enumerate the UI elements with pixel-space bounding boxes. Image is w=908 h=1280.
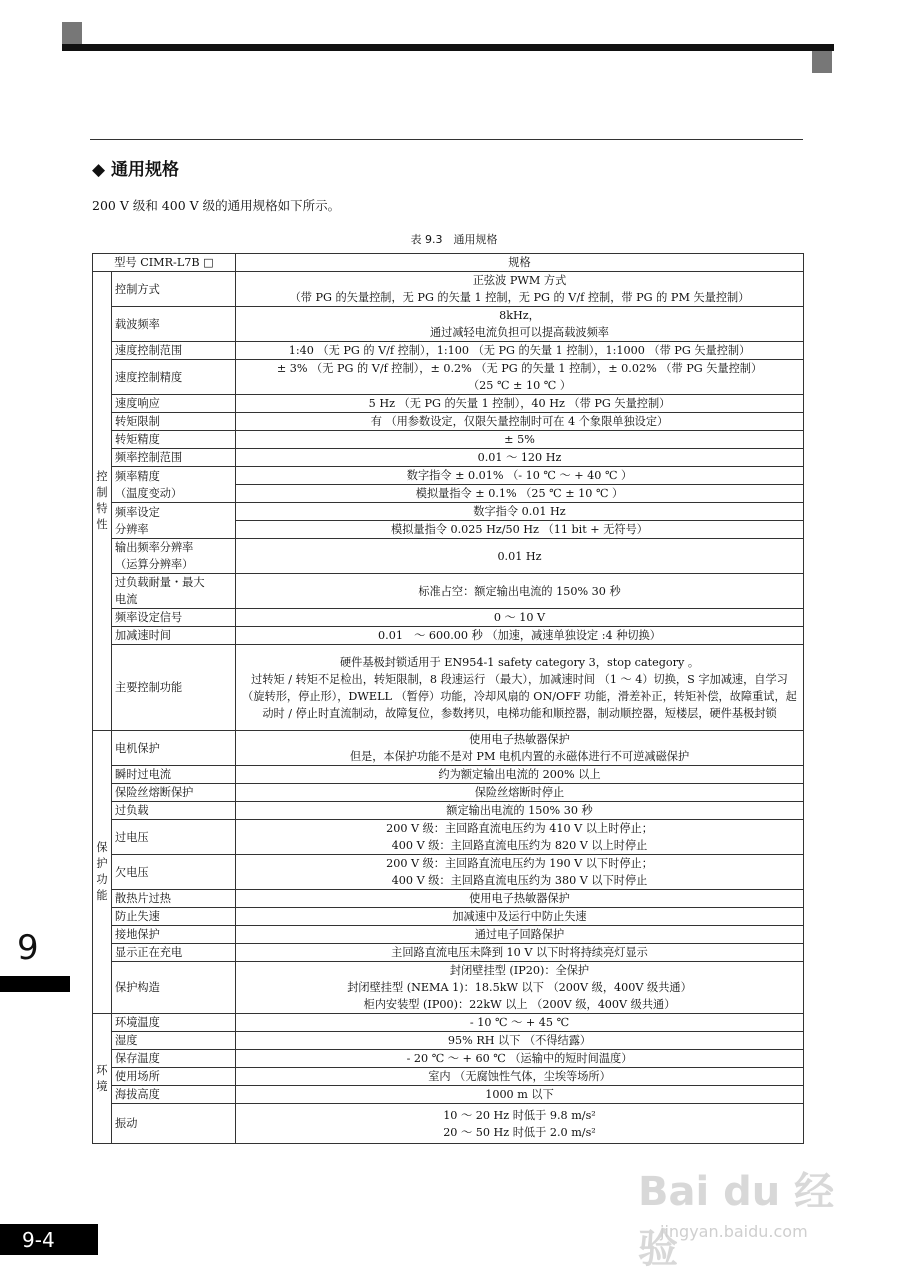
row-value: 95% RH 以下 （不得结露）: [236, 1032, 804, 1050]
row-value: 约为额定输出电流的 200% 以上: [236, 766, 804, 784]
row-value: ± 5%: [236, 431, 804, 449]
row-label: 输出频率分辨率 （运算分辨率）: [112, 539, 236, 574]
table-row: [93, 908, 804, 926]
row-value: 有 （用参数设定，仅限矢量控制时可在 4 个象限单独设定）: [236, 413, 804, 431]
row-value: 加减速中及运行中防止失速: [236, 908, 804, 926]
table-row: [93, 395, 804, 413]
header-bar: [62, 44, 834, 51]
row-label: 海拔高度: [112, 1086, 236, 1104]
chapter-tab: [0, 976, 70, 992]
row-label: 过负载耐量・最大 电流: [112, 574, 236, 609]
watermark-url: jingyan.baidu.com: [660, 1222, 808, 1241]
row-value: ± 3% （无 PG 的 V/f 控制），± 0.2% （无 PG 的矢量 1 控制），± 0.02% （带 PG 矢量控制） （25 ℃ ± 10 ℃ ）: [236, 360, 804, 395]
row-label: 瞬时过电流: [112, 766, 236, 784]
row-value: 保险丝熔断时停止: [236, 784, 804, 802]
row-value: 主回路直流电压未降到 10 V 以下时将持续亮灯显示: [236, 944, 804, 962]
table-header-row: [93, 254, 804, 272]
table-row: [93, 766, 804, 784]
row-label: 防止失速: [112, 908, 236, 926]
row-label: 转矩精度: [112, 431, 236, 449]
row-label: 速度响应: [112, 395, 236, 413]
row-value: 硬件基极封锁适用于 EN954-1 safety category 3，stop category 。 过转矩 / 转矩不足检出，转矩限制，8 段速运行 （最大），加减速时间 （1 ～ 4）切换，S 字加减速，自学习 （旋转形，停止形），DWELL （暂停）功能，冷却风扇的 ON/OFF 功能，滑差补正，转矩补偿，故障重试，起动时 / 停止时直流制动，故障复位，参数拷贝，电梯功能和顺控器，制动顺控器，短楼层，硬件基极封锁: [236, 645, 804, 731]
row-value: 200 V 级：主回路直流电压约为 410 V 以上时停止； 400 V 级：主回路直流电压约为 820 V 以上时停止: [236, 820, 804, 855]
table-row: [93, 944, 804, 962]
table-row: [93, 1086, 804, 1104]
row-value: 数字指令 ± 0.01% （- 10 ℃ ～ + 40 ℃ ）: [236, 467, 804, 485]
row-label: 振动: [112, 1104, 236, 1144]
group-label: 控 制 特 性: [93, 272, 112, 731]
row-value: 1:40 （无 PG 的 V/f 控制），1:100 （无 PG 的矢量 1 控制），1:1000 （带 PG 矢量控制）: [236, 342, 804, 360]
row-label: 频率设定信号: [112, 609, 236, 627]
table-row: [93, 890, 804, 908]
table-row: [93, 645, 804, 731]
row-value: 8kHz， 通过减轻电流负担可以提高载波频率: [236, 307, 804, 342]
table-row: [93, 802, 804, 820]
row-label: 控制方式: [112, 272, 236, 307]
row-value: 10 ～ 20 Hz 时低于 9.8 m/s² 20 ～ 50 Hz 时低于 2.0 m/s²: [236, 1104, 804, 1144]
table-row: [93, 1014, 804, 1032]
row-label: 电机保护: [112, 731, 236, 766]
row-value: 正弦波 PWM 方式 （带 PG 的矢量控制，无 PG 的矢量 1 控制，无 PG 的 V/f 控制，带 PG 的 PM 矢量控制）: [236, 272, 804, 307]
row-label: 保护构造: [112, 962, 236, 1014]
row-label: 湿度: [112, 1032, 236, 1050]
row-label: 转矩限制: [112, 413, 236, 431]
row-value: 通过电子回路保护: [236, 926, 804, 944]
row-label: 过负载: [112, 802, 236, 820]
diamond-bullet-icon: ◆: [92, 160, 106, 180]
table-row: [93, 627, 804, 645]
row-value: 5 Hz （无 PG 的矢量 1 控制），40 Hz （带 PG 矢量控制）: [236, 395, 804, 413]
row-label: 速度控制范围: [112, 342, 236, 360]
row-value: 0.01 ～ 600.00 秒 （加速，减速单独设定 :4 种切换）: [236, 627, 804, 645]
table-row: [93, 574, 804, 609]
row-value: 使用电子热敏器保护 但是，本保护功能不是对 PM 电机内置的永磁体进行不可逆减磁保护: [236, 731, 804, 766]
table-row: [93, 449, 804, 467]
corner-block-right: [812, 51, 832, 73]
section-title: [92, 155, 179, 180]
row-value: 0.01 Hz: [236, 539, 804, 574]
section-divider: [90, 139, 803, 140]
header-model: 型号 CIMR-L7B □: [93, 254, 236, 272]
row-label: 散热片过热: [112, 890, 236, 908]
table-row: [93, 820, 804, 855]
row-value: 0 ～ 10 V: [236, 609, 804, 627]
watermark-logo: Bai du 经验: [638, 1169, 835, 1272]
table-row: [93, 272, 804, 307]
row-value: - 20 ℃ ～ + 60 ℃ （运输中的短时间温度）: [236, 1050, 804, 1068]
section-title-text: 通用规格: [111, 160, 179, 180]
row-value: 室内 （无腐蚀性气体，尘埃等场所）: [236, 1068, 804, 1086]
row-label: 保存温度: [112, 1050, 236, 1068]
row-label: 频率精度 （温度变动）: [112, 467, 236, 503]
row-value: 封闭壁挂型 (IP20)：全保护 封闭壁挂型 (NEMA 1)：18.5kW 以下 （200V 级，400V 级共通） 柜内安装型 (IP00)：22kW 以上 （200V 级，400V 级共通）: [236, 962, 804, 1014]
row-label: 显示正在充电: [112, 944, 236, 962]
row-label: 速度控制精度: [112, 360, 236, 395]
group-label: 环 境: [93, 1014, 112, 1144]
table-row: [93, 1050, 804, 1068]
chapter-number: 9: [17, 928, 39, 968]
row-label: 欠电压: [112, 855, 236, 890]
row-value: 标准占空：额定输出电流的 150% 30 秒: [236, 574, 804, 609]
table-caption: 表 9.3 通用规格: [410, 233, 498, 246]
group-label: 保 护 功 能: [93, 731, 112, 1014]
table-row: [93, 467, 804, 485]
row-label: 加减速时间: [112, 627, 236, 645]
table-row: [93, 307, 804, 342]
table-row: [93, 609, 804, 627]
table-row: [93, 539, 804, 574]
row-label: 过电压: [112, 820, 236, 855]
table-row: [93, 413, 804, 431]
row-value: 使用电子热敏器保护: [236, 890, 804, 908]
table-row: [93, 431, 804, 449]
intro-text: 200 V 级和 400 V 级的通用规格如下所示。: [92, 198, 341, 213]
table-row: [93, 360, 804, 395]
row-label: 频率设定 分辨率: [112, 503, 236, 539]
row-value: 模拟量指令 0.025 Hz/50 Hz （11 bit + 无符号）: [236, 521, 804, 539]
row-label: 主要控制功能: [112, 645, 236, 731]
table-row: [93, 855, 804, 890]
row-label: 载波频率: [112, 307, 236, 342]
row-value: 200 V 级：主回路直流电压约为 190 V 以下时停止； 400 V 级：主回路直流电压约为 380 V 以下时停止: [236, 855, 804, 890]
row-value: 1000 m 以下: [236, 1086, 804, 1104]
spec-table: [92, 253, 804, 1144]
row-label: 环境温度: [112, 1014, 236, 1032]
table-row: [93, 1032, 804, 1050]
row-value: 数字指令 0.01 Hz: [236, 503, 804, 521]
table-row: [93, 342, 804, 360]
table-row: [93, 731, 804, 766]
table-row: [93, 926, 804, 944]
row-value: - 10 ℃ ～ + 45 ℃: [236, 1014, 804, 1032]
table-row: [93, 962, 804, 1014]
table-row: [93, 1068, 804, 1086]
table-row: [93, 784, 804, 802]
table-row: [93, 1104, 804, 1144]
row-label: 保险丝熔断保护: [112, 784, 236, 802]
row-label: 频率控制范围: [112, 449, 236, 467]
row-label: 使用场所: [112, 1068, 236, 1086]
row-value: 模拟量指令 ± 0.1% （25 ℃ ± 10 ℃ ）: [236, 485, 804, 503]
table-row: [93, 503, 804, 521]
page-number: 9-4: [22, 1228, 55, 1252]
row-label: 接地保护: [112, 926, 236, 944]
row-value: 额定输出电流的 150% 30 秒: [236, 802, 804, 820]
header-spec: 规格: [236, 254, 804, 272]
row-value: 0.01 ～ 120 Hz: [236, 449, 804, 467]
